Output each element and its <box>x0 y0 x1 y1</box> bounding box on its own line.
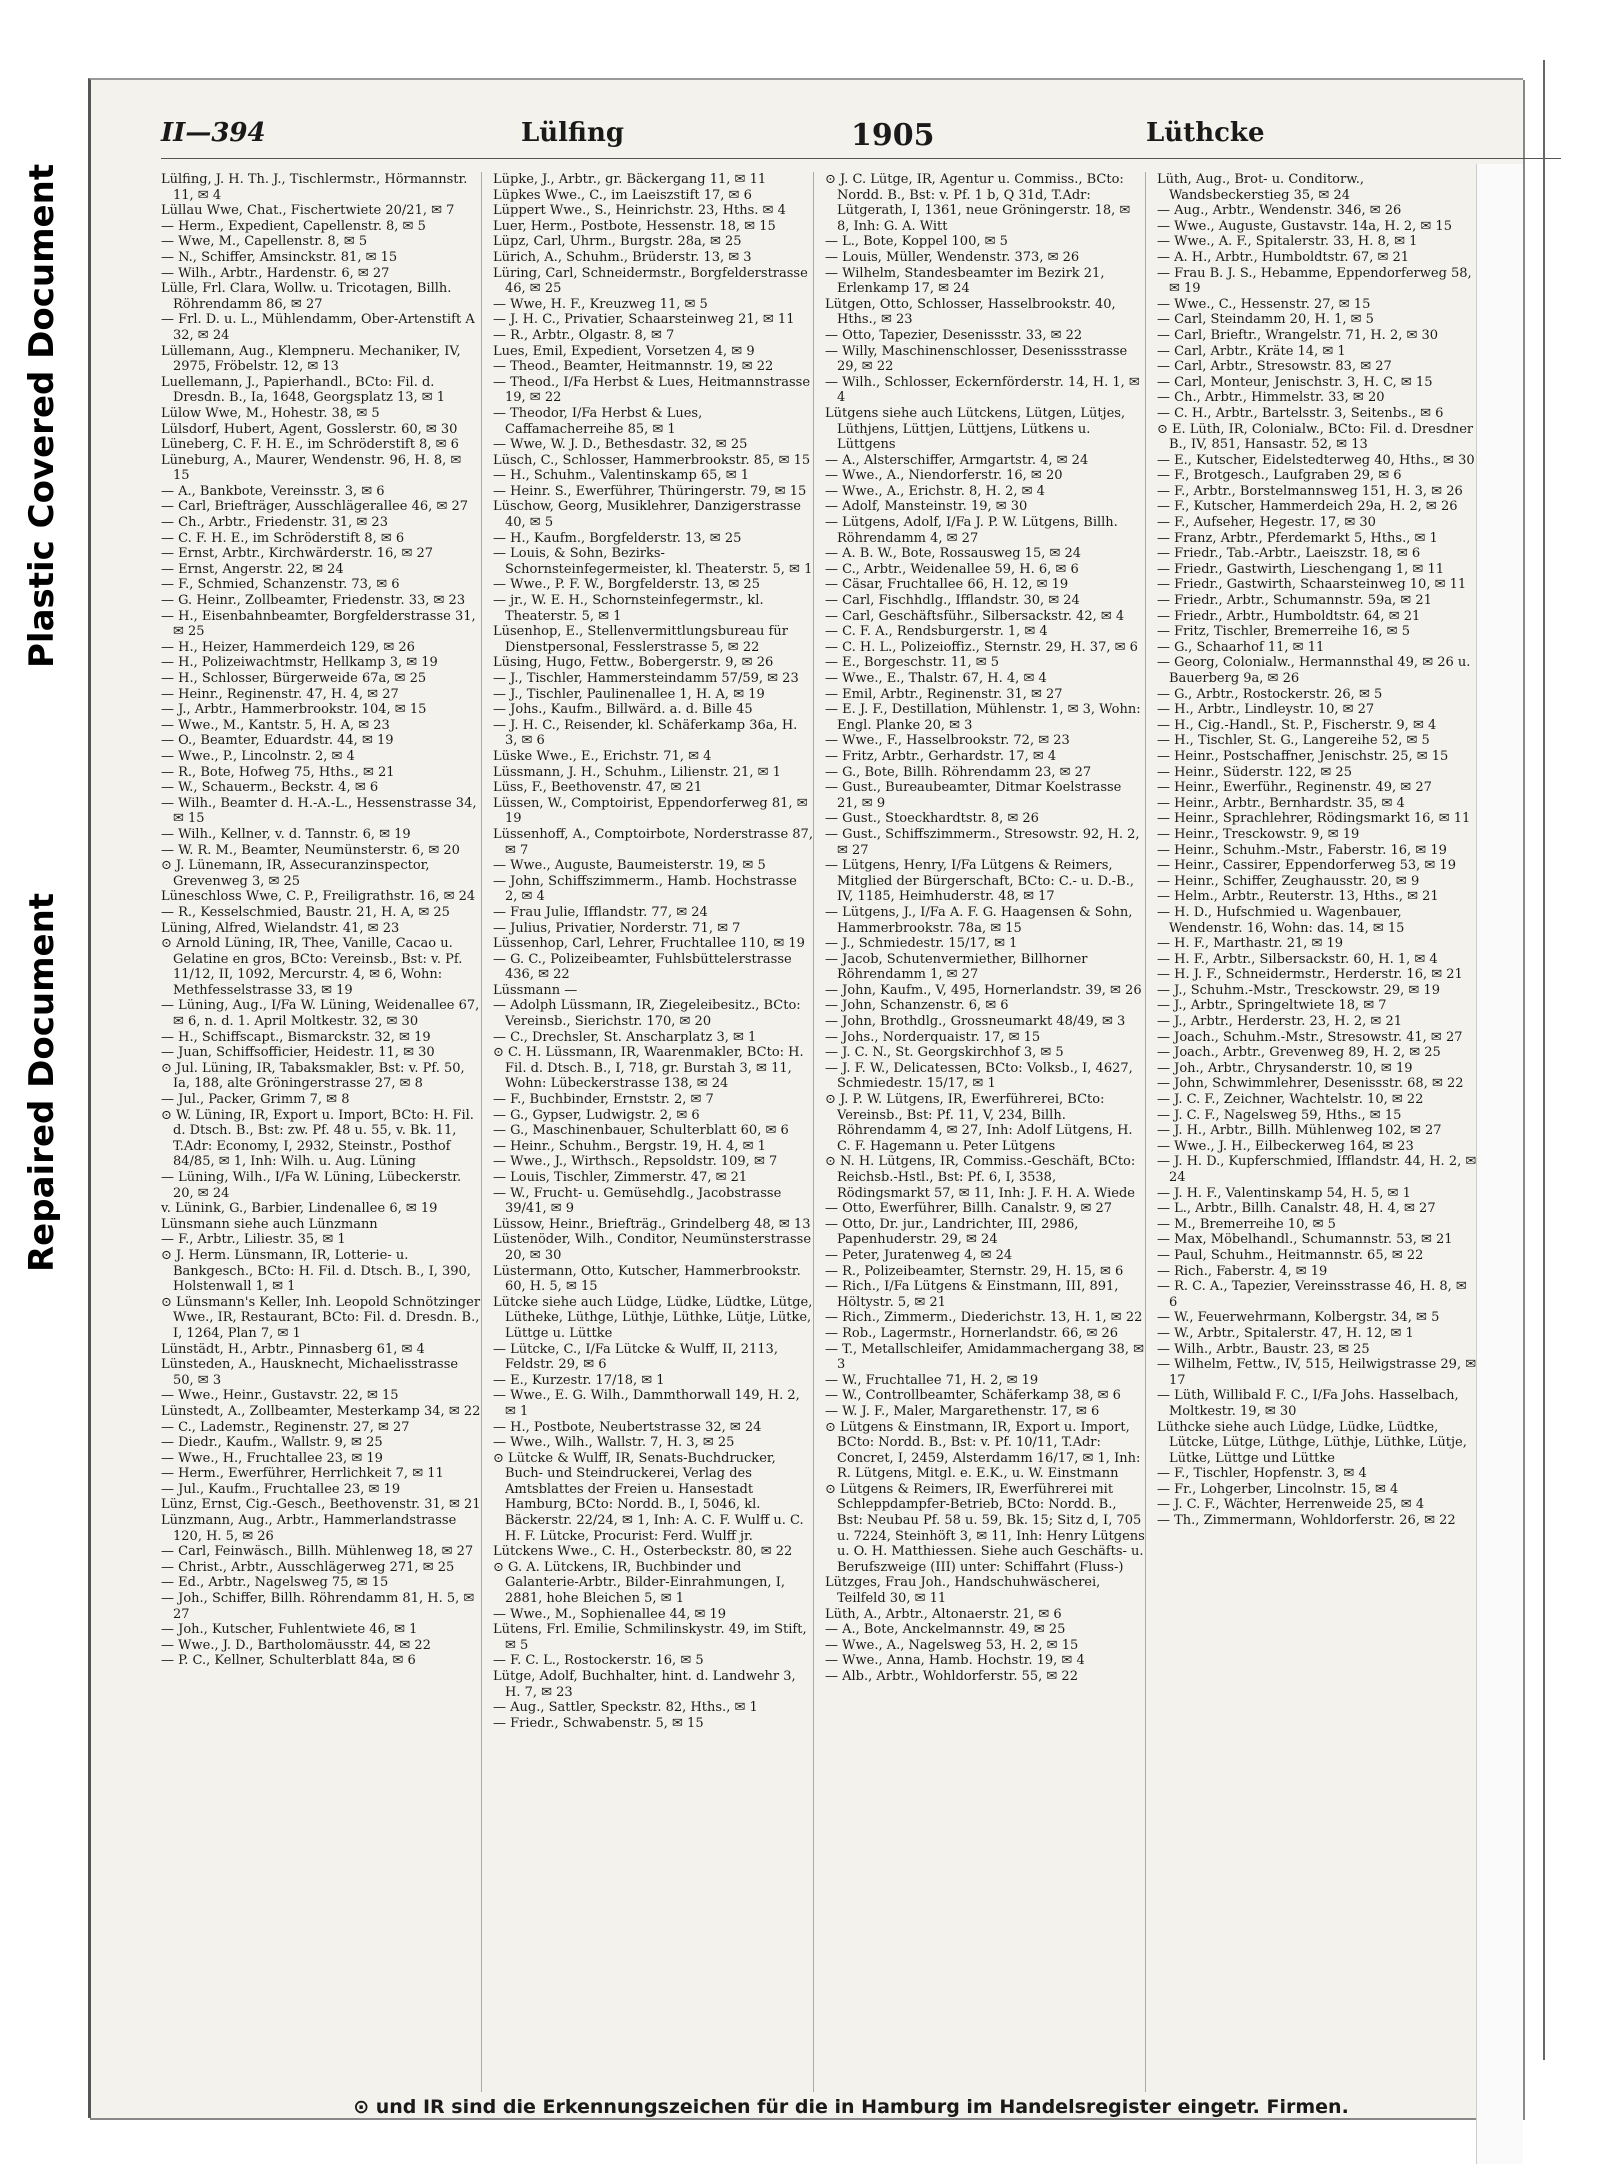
directory-entry: — Lüning, Wilh., I/Fa W. Lüning, Lübeckerstr. 20, ✉ 24 <box>161 1170 462 1201</box>
directory-entry: — Theod., Beamter, Heitmannstr. 19, ✉ 22 <box>493 359 774 375</box>
directory-entry: — J., Arbtr., Herderstr. 23, H. 2, ✉ 21 <box>1157 1014 1402 1030</box>
directory-entry: — John, Brothdlg., Grossneumarkt 48/49, ✉ 3 <box>825 1014 1126 1030</box>
directory-columns <box>161 172 1491 2092</box>
directory-entry: — Carl, Steindamm 20, H. 1, ✉ 5 <box>1157 312 1374 328</box>
directory-entry: — Friedr., Gastwirth, Schaarsteinweg 10, ✉ 11 <box>1157 577 1467 593</box>
scan-edge-line <box>1543 60 1545 2060</box>
directory-entry: ⊙ J. C. Lütge, IR, Agentur u. Commiss., BCto: Nordd. B., Bst: v. Pf. 1 b, Q 31d, T.Adr: Lütgerath, I, 1361, neue Gröningerstr. 18, ✉ 8, Inh: G. A. Witt <box>825 172 1131 234</box>
directory-entry: — Gust., Stoeckhardtstr. 8, ✉ 26 <box>825 811 1039 827</box>
directory-entry: — J. H. C., Reisender, kl. Schäferkamp 36a, H. 3, ✉ 6 <box>493 717 798 749</box>
directory-entry: — Ernst, Angerstr. 22, ✉ 24 <box>161 561 344 577</box>
directory-entry: — Wwe., E. G. Wilh., Dammthorwall 149, H. 2, ✉ 1 <box>493 1388 800 1419</box>
directory-entry: — F., Kutscher, Hammerdeich 29a, H. 2, ✉ 26 <box>1157 499 1458 515</box>
repaired-document-label: Repaired Document <box>22 892 62 1272</box>
directory-entry: — W., Feuerwehrmann, Kolbergstr. 34, ✉ 5 <box>1157 1310 1440 1326</box>
directory-entry: Lüstenöder, Wilh., Conditor, Neumünsterstrasse 20, ✉ 30 <box>493 1232 812 1263</box>
directory-entry: — L., Arbtr., Billh. Canalstr. 48, H. 4, ✉ 27 <box>1157 1201 1436 1217</box>
directory-entry: — Carl, Brieftr., Wrangelstr. 71, H. 2, ✉ 30 <box>1157 327 1439 343</box>
directory-entry: — R., Arbtr., Olgastr. 8, ✉ 7 <box>493 327 675 343</box>
directory-entry: Lüssmann — <box>493 982 578 998</box>
directory-entry: — R. C. A., Tapezier, Vereinsstrasse 46, H. 8, ✉ 6 <box>1157 1279 1467 1310</box>
page-header <box>161 112 1561 159</box>
directory-entry: — G., Bote, Billh. Röhrendamm 23, ✉ 27 <box>825 764 1092 780</box>
directory-entry: — H., Schiffscapt., Bismarckstr. 32, ✉ 19 <box>161 1029 431 1045</box>
directory-entry: — M., Bremerreihe 10, ✉ 5 <box>1157 1216 1336 1232</box>
directory-entry: Lülfing, J. H. Th. J., Tischlermstr., Hörmannstr. 11, ✉ 4 <box>161 172 468 203</box>
directory-entry: — L., Bote, Koppel 100, ✉ 5 <box>825 234 1008 250</box>
directory-entry: — E., Borgeschstr. 11, ✉ 5 <box>825 655 1000 671</box>
directory-entry: Lüpz, Carl, Uhrm., Burgstr. 28a, ✉ 25 <box>493 234 742 250</box>
directory-entry: — Lütgens, Adolf, I/Fa J. P. W. Lütgens, Billh. Röhrendamm 4, ✉ 27 <box>825 515 1118 546</box>
directory-entry: Lüllemann, Aug., Klempneru. Mechaniker, IV, 2975, Fröbelstr. 12, ✉ 13 <box>161 343 461 375</box>
directory-entry: Lüsenhop, E., Stellenvermittlungsbureau für Dienstpersonal, Fesslerstrasse 5, ✉ 22 <box>493 624 788 655</box>
directory-entry: — Wwe., P., Lincolnstr. 2, ✉ 4 <box>161 748 355 764</box>
directory-entry: Lüneberg, C. F. H. E., im Schröderstift 8, ✉ 6 <box>161 437 459 453</box>
directory-entry: — Friedr., Gastwirth, Lieschengang 1, ✉ 11 <box>1157 561 1444 577</box>
directory-entry: — C. F. A., Rendsburgerstr. 1, ✉ 4 <box>825 624 1048 640</box>
directory-entry: — Wilh., Beamter d. H.-A.-L., Hessenstrasse 34, ✉ 15 <box>161 795 477 827</box>
directory-entry: — E., Kutscher, Eidelstedterweg 40, Hths., ✉ 30 <box>1157 452 1475 468</box>
directory-entry: — Carl, Arbtr., Kräte 14, ✉ 1 <box>1157 343 1346 359</box>
directory-entry: — F., Arbtr., Borstelmannsweg 151, H. 3, ✉ 26 <box>1157 483 1463 499</box>
directory-entry: — Jacob, Schutenvermiether, Billhorner Röhrendamm 1, ✉ 27 <box>825 951 1088 983</box>
directory-entry: — Louis, Tischler, Zimmerstr. 47, ✉ 21 <box>493 1170 748 1185</box>
directory-entry: — J., Tischler, Paulinenallee 1, H. A, ✉ 19 <box>493 686 765 702</box>
directory-entry: ⊙ N. H. Lütgens, IR, Commiss.-Geschäft, BCto: Reichsb.-Hstl., Bst: Pf. 6, I, 3538, Rödingsmarkt 57, ✉ 11, Inh: J. F. H. A. Wiede <box>825 1154 1136 1201</box>
directory-entry: — H., Schlosser, Bürgerweide 67a, ✉ 25 <box>161 671 427 686</box>
directory-entry: Lüssenhoff, A., Comptoirbote, Norderstrasse 87, ✉ 7 <box>493 826 813 858</box>
directory-entry: — C., Lademstr., Reginenstr. 27, ✉ 27 <box>161 1419 410 1435</box>
directory-entry: — Heinr., Ewerführ., Reginenstr. 49, ✉ 27 <box>1157 780 1432 796</box>
directory-entry: — Wwe., J. D., Bartholomäusstr. 44, ✉ 22 <box>161 1637 431 1653</box>
directory-entry: — H. F., Marthastr. 21, ✉ 19 <box>1157 936 1344 952</box>
directory-entry: — Heinr., Schiffer, Zeughausstr. 20, ✉ 9 <box>1157 873 1420 889</box>
directory-entry: — H., Tischler, St. G., Langereihe 52, ✉ 5 <box>1157 733 1430 749</box>
directory-entry: — Ch., Arbtr., Friedenstr. 31, ✉ 23 <box>161 515 388 531</box>
directory-entry: Lüllau Wwe, Chat., Fischertwiete 20/21, ✉ 7 <box>161 203 455 219</box>
directory-entry: — R., Polizeibeamter, Sternstr. 29, H. 15, ✉ 6 <box>825 1263 1124 1279</box>
directory-entry: — W., Arbtr., Spitalerstr. 47, H. 12, ✉ 1 <box>1157 1325 1414 1341</box>
directory-entry: — Heinr., Tresckowstr. 9, ✉ 19 <box>1157 826 1360 842</box>
directory-entry: — W., Fruchtallee 71, H. 2, ✉ 19 <box>825 1372 1039 1388</box>
directory-entry: — Friedr., Arbtr., Schumannstr. 59a, ✉ 21 <box>1157 593 1432 609</box>
directory-entry: — Carl, Briefträger, Ausschlägerallee 46, ✉ 27 <box>161 499 469 515</box>
directory-entry: — Joach., Schuhm.-Mstr., Stresowstr. 41, ✉ 27 <box>1157 1029 1463 1045</box>
directory-entry: Lüstermann, Otto, Kutscher, Hammerbrookstr. 60, H. 5, ✉ 15 <box>493 1263 801 1295</box>
directory-entry: — Lüth, Willibald F. C., I/Fa Johs. Hasselbach, Moltkestr. 19, ✉ 30 <box>1157 1388 1459 1419</box>
directory-entry: — Louis, Müller, Wendenstr. 373, ✉ 26 <box>825 249 1080 265</box>
directory-entry: — R., Kesselschmied, Baustr. 21, H. A, ✉ 25 <box>161 904 450 920</box>
directory-entry: Lüring, Carl, Schneidermstr., Borgfelderstrasse 46, ✉ 25 <box>493 265 808 297</box>
directory-entry: — Helm., Arbtr., Reuterstr. 13, Hths., ✉ 21 <box>1157 889 1439 905</box>
directory-entry: — Lütcke, C., I/Fa Lütcke & Wulff, II, 2113, Feldstr. 29, ✉ 6 <box>493 1341 778 1373</box>
directory-entry: — G., Arbtr., Rostockerstr. 26, ✉ 5 <box>1157 686 1383 702</box>
directory-entry: — Wwe., F., Hasselbrookstr. 72, ✉ 23 <box>825 733 1070 749</box>
directory-entry: — J., Schmiedestr. 15/17, ✉ 1 <box>825 936 1018 952</box>
directory-entry: — J., Tischler, Hammersteindamm 57/59, ✉ 23 <box>493 671 799 686</box>
directory-entry: Lüneschloss Wwe, C. P., Freiligrathstr. 16, ✉ 24 <box>161 889 476 905</box>
directory-entry: — Herm., Expedient, Capellenstr. 8, ✉ 5 <box>161 218 426 234</box>
directory-entry: — Heinr. S., Ewerführer, Thüringerstr. 79, ✉ 15 <box>493 483 807 499</box>
directory-entry: — Otto, Ewerführer, Billh. Canalstr. 9, ✉ 27 <box>825 1201 1113 1217</box>
directory-entry: — H., Heizer, Hammerdeich 129, ✉ 26 <box>161 639 415 655</box>
directory-entry: — F., Brotgesch., Laufgraben 29, ✉ 6 <box>1157 468 1402 484</box>
directory-entry: — Wwe, W. J. D., Bethesdastr. 32, ✉ 25 <box>493 437 748 453</box>
directory-entry: Lünstädt, H., Arbtr., Pinnasberg 61, ✉ 4 <box>161 1341 425 1357</box>
directory-entry: — Herm., Ewerführer, Herrlichkeit 7, ✉ 11 <box>161 1466 444 1482</box>
plastic-covered-label: Plastic Covered Document <box>22 163 62 668</box>
directory-entry: — E., Kurzestr. 17/18, ✉ 1 <box>493 1372 665 1388</box>
header-year: 1905 <box>851 118 935 153</box>
directory-entry: — Peter, Juratenweg 4, ✉ 24 <box>825 1247 1013 1263</box>
directory-entry: Lüthcke siehe auch Lüdge, Lüdke, Lüdtke, Lütcke, Lütge, Lüthge, Lüthje, Lüthke, Lütje, Lütke, Lüttge und Lüttke <box>1157 1419 1467 1466</box>
directory-entry: — Julius, Privatier, Norderstr. 71, ✉ 7 <box>493 920 741 936</box>
directory-entry: ⊙ Lütcke & Wulff, IR, Senats-Buchdrucker, Buch- und Steindruckerei, Verlag des Amtsblattes der Freien u. Hansestadt Hamburg, BCto: Nordd. B., I, 5046, kl. Bäckerstr. 22/24, ✉ 1, Inh: A. C. F. Wulff u. C. H. F. Lütcke, Procurist: Ferd. Wulff jr. <box>493 1450 804 1544</box>
directory-entry: — A., Alsterschiffer, Armgartstr. 4, ✉ 24 <box>825 452 1089 468</box>
directory-entry: Lüpke, J., Arbtr., gr. Bäckergang 11, ✉ 11 <box>493 172 767 187</box>
directory-entry: — Wwe., A., Niendorferstr. 16, ✉ 20 <box>825 468 1063 484</box>
directory-entry: — Heinr., Süderstr. 122, ✉ 25 <box>1157 764 1352 780</box>
directory-entry: Lürich, A., Schuhm., Brüderstr. 13, ✉ 3 <box>493 249 752 265</box>
directory-entry: — W., Controllbeamter, Schäferkamp 38, ✉ 6 <box>825 1388 1121 1404</box>
directory-entry: — Frau B. J. S., Hebamme, Eppendorferweg 58, ✉ 19 <box>1157 265 1472 297</box>
directory-entry: — Gust., Schiffszimmerm., Stresowstr. 92, H. 2, ✉ 27 <box>825 826 1140 858</box>
directory-entry: Lüssow, Heinr., Briefträg., Grindelberg 48, ✉ 13 <box>493 1216 811 1232</box>
directory-entry: — Wwe., Anna, Hamb. Hochstr. 19, ✉ 4 <box>825 1653 1085 1669</box>
directory-entry: — jr., W. E. H., Schornsteinfegermstr., kl. Theaterstr. 5, ✉ 1 <box>493 593 764 624</box>
directory-entry: — W., Schauerm., Beckstr. 4, ✉ 6 <box>161 780 379 796</box>
directory-entry: ⊙ J. Herm. Lünsmann, IR, Lotterie- u. Bankgesch., BCto: H. Fil. d. Dtsch. B., I, 390, Holstenwall 1, ✉ 1 <box>161 1247 471 1295</box>
directory-entry: — Carl, Arbtr., Stresowstr. 83, ✉ 27 <box>1157 359 1392 375</box>
column-1 <box>161 172 482 2092</box>
directory-entry: — Adolf, Mansteinstr. 19, ✉ 30 <box>825 499 1028 515</box>
directory-entry: — Jul., Kaufm., Fruchtallee 23, ✉ 19 <box>161 1481 401 1497</box>
directory-entry: — Heinr., Sprachlehrer, Rödingsmarkt 16, ✉ 11 <box>1157 811 1471 827</box>
directory-entry: — G., Schaarhof 11, ✉ 11 <box>1157 639 1325 655</box>
directory-entry: — Heinr., Cassirer, Eppendorferweg 53, ✉ 19 <box>1157 858 1456 874</box>
directory-entry: — N., Schiffer, Amsinckstr. 81, ✉ 15 <box>161 249 398 265</box>
directory-entry: Lüning, Alfred, Wielandstr. 41, ✉ 23 <box>161 920 400 936</box>
directory-entry: Lülow Wwe, M., Hohestr. 38, ✉ 5 <box>161 405 380 421</box>
directory-entry: — H., Arbtr., Lindleystr. 10, ✉ 27 <box>1157 702 1375 718</box>
directory-entry: ⊙ G. A. Lütckens, IR, Buchbinder und Galanterie-Arbtr., Bilder-Einrahmungen, I, 2881, hohe Bleichen 5, ✉ 1 <box>493 1559 785 1607</box>
directory-entry: — F., Buchbinder, Ernststr. 2, ✉ 7 <box>493 1092 714 1108</box>
directory-entry: — Paul, Schuhm., Heitmannstr. 65, ✉ 22 <box>1157 1247 1424 1263</box>
directory-entry: — Jul., Packer, Grimm 7, ✉ 8 <box>161 1092 350 1108</box>
directory-entry: — Wwe., J. H., Eilbeckerweg 164, ✉ 23 <box>1157 1138 1414 1154</box>
directory-entry: — P. C., Kellner, Schulterblatt 84a, ✉ 6 <box>161 1653 416 1669</box>
column-4 <box>1157 172 1477 2092</box>
directory-entry: Lüssmann, J. H., Schuhm., Lilienstr. 21, ✉ 1 <box>493 764 781 780</box>
directory-entry: — J. F. W., Delicatessen, BCto: Volksb., I, 4627, Schmiedestr. 15/17, ✉ 1 <box>825 1060 1133 1092</box>
directory-entry: — Lütgens, Henry, I/Fa Lütgens & Reimers, Mitglied der Bürgerschaft, BCto: C.- u. D.-B., IV, 1185, Heimhuderstr. 48, ✉ 17 <box>825 858 1134 905</box>
directory-entry: ⊙ J. P. W. Lütgens, IR, Ewerführerei, BCto: Vereinsb., Bst: Pf. 11, V, 234, Billh. Röhrendamm 4, ✉ 27, Inh: Adolf Lütgens, H. C. F. Hagemann u. Peter Lütgens <box>825 1092 1133 1154</box>
directory-entry: — Wwe., P. F. W., Borgfelderstr. 13, ✉ 25 <box>493 577 760 593</box>
directory-entry: Lüssen, W., Comptoirist, Eppendorferweg 81, ✉ 19 <box>493 795 808 827</box>
directory-entry: — Willy, Maschinenschlosser, Desenissstrasse 29, ✉ 22 <box>825 343 1128 375</box>
directory-entry: — Carl, Monteur, Jenischstr. 3, H. C, ✉ 15 <box>1157 374 1433 390</box>
directory-entry: ⊙ W. Lüning, IR, Export u. Import, BCto: H. Fil. d. Dtsch. B., Bst: zw. Pf. 48 u. 55, v. Bk. 11, T.Adr: Economy, I, 2932, Steinstr., Posthof 84/85, ✉ 1, Inh: Wilh. u. Aug. Lüning <box>161 1107 474 1170</box>
directory-entry: — Wilh., Arbtr., Hardenstr. 6, ✉ 27 <box>161 265 390 281</box>
directory-entry: — A. B. W., Bote, Rossausweg 15, ✉ 24 <box>825 546 1082 562</box>
directory-entry: — Georg, Colonialw., Hermannsthal 49, ✉ 26 u. Bauerberg 9a, ✉ 26 <box>1157 655 1471 686</box>
directory-entry: — J. H. D., Kupferschmied, Ifflandstr. 44, H. 2, ✉ 24 <box>1157 1154 1477 1185</box>
directory-entry: Lünsmann siehe auch Lünzmann <box>161 1216 378 1232</box>
directory-entry: — G. C., Polizeibeamter, Fuhlsbüttelerstrasse 436, ✉ 22 <box>493 951 792 983</box>
directory-entry: — Wwe., Wilh., Wallstr. 7, H. 3, ✉ 25 <box>493 1435 735 1451</box>
directory-entry: — Johs., Kaufm., Billwärd. a. d. Bille 45 <box>493 702 753 718</box>
directory-entry: — Aug., Sattler, Speckstr. 82, Hths., ✉ 1 <box>493 1700 758 1716</box>
directory-entry: ⊙ Jul. Lüning, IR, Tabaksmakler, Bst: v. Pf. 50, Ia, 188, alte Gröningerstrasse 27, ✉ 8 <box>161 1060 465 1092</box>
directory-entry: ⊙ J. Lünemann, IR, Assecuranzinspector, Grevenweg 3, ✉ 25 <box>161 858 430 889</box>
directory-entry: — Wilh., Kellner, v. d. Tannstr. 6, ✉ 19 <box>161 826 411 842</box>
column-2 <box>493 172 814 2092</box>
directory-entry: — T., Metallschleifer, Amidammachergang 38, ✉ 3 <box>825 1341 1144 1373</box>
directory-entry: Lüssenhop, Carl, Lehrer, Fruchtallee 110, ✉ 19 <box>493 936 805 952</box>
directory-entry: — G., Gypser, Ludwigstr. 2, ✉ 6 <box>493 1107 700 1123</box>
directory-entry: Lüth, Aug., Brot- u. Conditorw., Wandsbeckerstieg 35, ✉ 24 <box>1157 172 1365 203</box>
directory-entry: — H., Postbote, Neubertstrasse 32, ✉ 24 <box>493 1419 762 1435</box>
directory-entry: — Alb., Arbtr., Wohldorferstr. 55, ✉ 22 <box>825 1669 1078 1684</box>
directory-entry: — H., Polizeiwachtmstr, Hellkamp 3, ✉ 19 <box>161 655 438 671</box>
directory-entry: — J., Arbtr., Springeltwiete 18, ✉ 7 <box>1157 998 1387 1014</box>
directory-entry: Lüppert Wwe., S., Heinrichstr. 23, Hths. ✉ 4 <box>493 203 786 219</box>
directory-entry: — A., Bankbote, Vereinsstr. 3, ✉ 6 <box>161 483 385 499</box>
directory-entry: — G. Heinr., Zollbeamter, Friedenstr. 33, ✉ 23 <box>161 593 466 609</box>
directory-entry: — Lüning, Aug., I/Fa W. Lüning, Weidenallee 67, ✉ 6, n. d. 1. April Moltkestr. 32, ✉ 30 <box>161 998 480 1030</box>
directory-entry: Lüss, F., Beethovenstr. 47, ✉ 21 <box>493 780 703 796</box>
directory-entry: — Ch., Arbtr., Himmelstr. 33, ✉ 20 <box>1157 390 1385 406</box>
directory-entry: Lützges, Frau Joh., Handschuhwäscherei, Teilfeld 30, ✉ 11 <box>825 1575 1101 1607</box>
directory-entry: Luer, Herm., Postbote, Hessenstr. 18, ✉ 15 <box>493 218 776 234</box>
directory-entry: — Wwe, M., Capellenstr. 8, ✉ 5 <box>161 234 368 250</box>
directory-entry: — Wwe., E., Thalstr. 67, H. 4, ✉ 4 <box>825 671 1047 686</box>
directory-entry: — F., Aufseher, Hegestr. 17, ✉ 30 <box>1157 515 1376 531</box>
directory-entry: — C., Drechsler, St. Anscharplatz 3, ✉ 1 <box>493 1029 757 1045</box>
directory-entry: — Friedr., Schwabenstr. 5, ✉ 15 <box>493 1715 704 1731</box>
directory-entry: — Theod., I/Fa Herbst & Lues, Heitmannstrasse 19, ✉ 22 <box>493 374 811 406</box>
directory-entry: — Lütgens, J., I/Fa A. F. G. Haagensen & Sohn, Hammerbrookstr. 78a, ✉ 15 <box>825 904 1133 936</box>
page-number: II—394 <box>161 118 266 148</box>
directory-entry: — Wilh., Arbtr., Baustr. 23, ✉ 25 <box>1157 1341 1370 1357</box>
directory-entry: — C. F. H. E., im Schröderstift 8, ✉ 6 <box>161 530 405 546</box>
directory-entry: v. Lünink, G., Barbier, Lindenallee 6, ✉ 19 <box>161 1201 438 1217</box>
directory-entry: Lüschow, Georg, Musiklehrer, Danzigerstrasse 40, ✉ 5 <box>493 499 801 531</box>
directory-entry: — Louis, & Sohn, Bezirks-Schornsteinfegermeister, kl. Theaterstr. 5, ✉ 1 <box>493 546 813 577</box>
directory-entry: — Carl, Fischhdlg., Ifflandstr. 30, ✉ 24 <box>825 593 1080 609</box>
directory-entry: — A. H., Arbtr., Humboldtstr. 67, ✉ 21 <box>1157 249 1410 265</box>
directory-entry: Lüske Wwe., E., Erichstr. 71, ✉ 4 <box>493 748 712 764</box>
directory-entry: Lütens, Frl. Emilie, Schmilinskystr. 49, im Stift, ✉ 5 <box>493 1622 807 1653</box>
directory-entry: — Fritz, Tischler, Bremerreihe 16, ✉ 5 <box>1157 624 1410 640</box>
directory-entry: — H., Cig.-Handl., St. P., Fischerstr. 9, ✉ 4 <box>1157 717 1437 733</box>
directory-entry: — Wwe., Auguste, Baumeisterstr. 19, ✉ 5 <box>493 858 766 874</box>
directory-entry: — F., Tischler, Hopfenstr. 3, ✉ 4 <box>1157 1466 1367 1482</box>
directory-entry: — Wwe., A., Nagelsweg 53, H. 2, ✉ 15 <box>825 1637 1079 1653</box>
directory-entry: — F., Schmied, Schanzenstr. 73, ✉ 6 <box>161 577 400 593</box>
directory-entry: — J. C. F., Nagelsweg 59, Hths., ✉ 15 <box>1157 1107 1402 1123</box>
directory-entry: Lütgens siehe auch Lütckens, Lütgen, Lütjes, Lüthjens, Lüttjen, Lüttjens, Lütkens u. Lüttgens <box>825 405 1126 453</box>
directory-entry: — Wwe., Auguste, Gustavstr. 14a, H. 2, ✉ 15 <box>1157 218 1452 234</box>
directory-entry: — Fritz, Arbtr., Gerhardstr. 17, ✉ 4 <box>825 748 1057 764</box>
directory-entry: ⊙ E. Lüth, IR, Colonialw., BCto: Fil. d. Dresdner B., IV, 851, Hansastr. 52, ✉ 13 <box>1157 421 1474 453</box>
directory-entry: Lüth, A., Arbtr., Altonaerstr. 21, ✉ 6 <box>825 1606 1062 1622</box>
directory-entry: — Heinr., Schuhm.-Mstr., Faberstr. 16, ✉ 19 <box>1157 842 1447 858</box>
directory-entry: — O., Beamter, Eduardstr. 44, ✉ 19 <box>161 733 394 749</box>
directory-entry: — J. H., Arbtr., Billh. Mühlenweg 102, ✉ 27 <box>1157 1123 1442 1139</box>
directory-entry: — Wwe, H. F., Kreuzweg 11, ✉ 5 <box>493 296 708 312</box>
directory-entry: ⊙ Lünsmann's Keller, Inh. Leopold Schnötzinger Wwe., IR, Restaurant, BCto: Fil. d. Dresdn. B., I, 1264, Plan 7, ✉ 1 <box>161 1294 481 1341</box>
directory-entry: Lütcke siehe auch Lüdge, Lüdke, Lüdtke, Lütge, Lütheke, Lüthge, Lüthje, Lüthke, Lütje, Lütke, Lüttge u. Lüttke <box>493 1294 813 1341</box>
directory-entry: — Friedr., Arbtr., Humboldtstr. 64, ✉ 21 <box>1157 608 1421 624</box>
directory-entry: Lütgen, Otto, Schlosser, Hasselbrookstr. 40, Hths., ✉ 23 <box>825 296 1116 328</box>
directory-entry: — Ernst, Arbtr., Kirchwärderstr. 16, ✉ 27 <box>161 546 434 562</box>
directory-entry: — Juan, Schiffsofficier, Heidestr. 11, ✉ 30 <box>161 1045 435 1061</box>
directory-entry: — W. J. F., Maler, Margarethenstr. 17, ✉ 6 <box>825 1403 1100 1419</box>
scanned-page <box>88 78 1523 2118</box>
directory-entry: — J. C. F., Zeichner, Wachtelstr. 10, ✉ 22 <box>1157 1092 1424 1108</box>
directory-entry: — J. H. C., Privatier, Schaarsteinweg 21, ✉ 11 <box>493 312 795 328</box>
directory-entry: — John, Schiffszimmerm., Hamb. Hochstrasse 2, ✉ 4 <box>493 873 797 905</box>
directory-entry: Lüsch, C., Schlosser, Hammerbrookstr. 85, ✉ 15 <box>493 452 811 468</box>
directory-entry: — H., Schuhm., Valentinskamp 65, ✉ 1 <box>493 468 750 484</box>
directory-entry: — J. C. F., Wächter, Herrenweide 25, ✉ 4 <box>1157 1497 1425 1513</box>
directory-entry: Lütge, Adolf, Buchhalter, hint. d. Landwehr 3, H. 7, ✉ 23 <box>493 1669 796 1700</box>
directory-entry: — C., Arbtr., Weidenallee 59, H. 6, ✉ 6 <box>825 561 1079 577</box>
directory-entry: — Wwe., M., Sophienallee 44, ✉ 19 <box>493 1606 727 1622</box>
directory-entry: — Wwe., Heinr., Gustavstr. 22, ✉ 15 <box>161 1388 399 1404</box>
directory-entry: Lünz, Ernst, Cig.-Gesch., Beethovenstr. 31, ✉ 21 <box>161 1497 481 1513</box>
page-footer: ⊙ und IR sind die Erkennungszeichen für die in Hamburg im Handelsregister eingetr. Firmen. <box>353 2096 1349 2118</box>
directory-entry: — Rich., I/Fa Lütgens & Einstmann, III, 891, Höltystr. 5, ✉ 21 <box>825 1279 1119 1310</box>
directory-entry: — Fr., Lohgerber, Lincolnstr. 15, ✉ 4 <box>1157 1481 1399 1497</box>
directory-entry: — H., Kaufm., Borgfelderstr. 13, ✉ 25 <box>493 530 742 546</box>
directory-entry: — Heinr., Reginenstr. 47, H. 4, ✉ 27 <box>161 686 399 702</box>
directory-entry: Lüpkes Wwe., C., im Laeiszstift 17, ✉ 6 <box>493 187 752 203</box>
directory-entry: — F., Arbtr., Liliestr. 35, ✉ 1 <box>161 1232 346 1248</box>
directory-entry: Lülsdorf, Hubert, Agent, Gosslerstr. 60, ✉ 30 <box>161 421 458 437</box>
directory-entry: — Heinr., Postschaffner, Jenischstr. 25, ✉ 15 <box>1157 748 1449 764</box>
directory-entry: — Rich., Faberstr. 4, ✉ 19 <box>1157 1263 1328 1279</box>
directory-entry: — Cäsar, Fruchtallee 66, H. 12, ✉ 19 <box>825 577 1069 593</box>
column-3 <box>825 172 1146 2092</box>
directory-entry: Lütckens Wwe., C. H., Osterbeckstr. 80, ✉ 22 <box>493 1544 793 1560</box>
directory-entry: — Otto, Tapezier, Desenissstr. 33, ✉ 22 <box>825 327 1083 343</box>
directory-entry: — H. D., Hufschmied u. Wagenbauer, Wendenstr. 16, Wohn: das. 14, ✉ 15 <box>1157 904 1405 936</box>
directory-entry: — G., Maschinenbauer, Schulterblatt 60, ✉ 6 <box>493 1123 789 1139</box>
directory-entry: — C. H., Arbtr., Bartelsstr. 3, Seitenbs., ✉ 6 <box>1157 405 1444 421</box>
directory-entry: — Wwe., H., Fruchtallee 23, ✉ 19 <box>161 1450 383 1466</box>
directory-entry: — Adolph Lüssmann, IR, Ziegeleibesitz., BCto: Vereinsb., Sierichstr. 170, ✉ 20 <box>493 998 801 1030</box>
directory-entry: — W. R. M., Beamter, Neumünsterstr. 6, ✉ 20 <box>161 842 460 858</box>
directory-entry: — Wwe., C., Hessenstr. 27, ✉ 15 <box>1157 296 1371 312</box>
directory-entry: — Wilh., Schlosser, Eckernförderstr. 14, H. 1, ✉ 4 <box>825 374 1140 406</box>
directory-entry: — Emil, Arbtr., Reginenstr. 31, ✉ 27 <box>825 686 1063 702</box>
directory-entry: — Joh., Schiffer, Billh. Röhrendamm 81, H. 5, ✉ 27 <box>161 1591 475 1622</box>
directory-entry: — J., Schuhm.-Mstr., Tresckowstr. 29, ✉ 19 <box>1157 982 1440 998</box>
directory-entry: — H. F., Arbtr., Silbersackstr. 60, H. 1, ✉ 4 <box>1157 951 1438 967</box>
directory-entry: ⊙ Arnold Lüning, IR, Thee, Vanille, Cacao u. Gelatine en gros, BCto: Vereinsb., Bst: v. Pf. 11/12, II, 1092, Mercurstr. 4, ✉ 6, Wohn: Methfesselstrasse 33, ✉ 19 <box>161 936 463 998</box>
directory-entry: — Frl. D. u. L., Mühlendamm, Ober-Artenstift A 32, ✉ 24 <box>161 312 475 343</box>
directory-entry: Luellemann, J., Papierhandl., BCto: Fil. d. Dresdn. B., Ia, 1648, Georgsplatz 13, ✉ 1 <box>161 374 446 406</box>
directory-entry: — Rich., Zimmerm., Diederichstr. 13, H. 1, ✉ 22 <box>825 1310 1143 1326</box>
directory-entry: — Aug., Arbtr., Wendenstr. 346, ✉ 26 <box>1157 203 1402 219</box>
directory-entry: — Rob., Lagermstr., Hornerlandstr. 66, ✉ 26 <box>825 1325 1119 1341</box>
directory-entry: — Max, Möbelhandl., Schumannstr. 53, ✉ 21 <box>1157 1232 1453 1248</box>
directory-entry: — C. H. L., Polizeioffiz., Sternstr. 29, H. 37, ✉ 6 <box>825 639 1138 655</box>
directory-entry: — E. J. F., Destillation, Mühlenstr. 1, ✉ 3, Wohn: Engl. Planke 20, ✉ 3 <box>825 702 1141 733</box>
directory-entry: — Carl, Geschäftsführ., Silbersackstr. 42, ✉ 4 <box>825 608 1125 624</box>
directory-entry: — Wwe., A., Erichstr. 8, H. 2, ✉ 4 <box>825 483 1045 499</box>
directory-entry: — Th., Zimmermann, Wohldorferstr. 26, ✉ 22 <box>1157 1513 1456 1529</box>
directory-entry: Lünsteden, A., Hausknecht, Michaelisstrasse 50, ✉ 3 <box>161 1357 459 1388</box>
directory-entry: — Theodor, I/Fa Herbst & Lues, Caffamacherreihe 85, ✉ 1 <box>493 405 703 437</box>
directory-entry: — Gust., Bureaubeamter, Ditmar Koelstrasse 21, ✉ 9 <box>825 780 1122 811</box>
directory-entry: — Frau Julie, Ifflandstr. 77, ✉ 24 <box>493 904 708 920</box>
directory-entry: — J. H. F., Valentinskamp 54, H. 5, ✉ 1 <box>1157 1185 1411 1201</box>
directory-entry: — Wwe., M., Kantstr. 5, H. A, ✉ 23 <box>161 717 390 733</box>
directory-entry: — Friedr., Tab.-Arbtr., Laeiszstr. 18, ✉ 6 <box>1157 546 1421 562</box>
directory-entry: — Wilhelm, Fettw., IV, 515, Heilwigstrasse 29, ✉ 17 <box>1157 1357 1477 1388</box>
directory-entry: Lues, Emil, Expedient, Vorsetzen 4, ✉ 9 <box>493 343 755 359</box>
directory-entry: — Wwe., A. F., Spitalerstr. 33, H. 8, ✉ 1 <box>1157 234 1418 250</box>
directory-entry: — H., Eisenbahnbeamter, Borgfelderstrasse 31, ✉ 25 <box>161 608 476 640</box>
directory-entry: Lülle, Frl. Clara, Wollw. u. Tricotagen, Billh. Röhrendamm 86, ✉ 27 <box>161 281 452 312</box>
directory-entry: ⊙ Lütgens & Einstmann, IR, Export u. Import, BCto: Nordd. B., Bst: v. Pf. 10/11, T.Adr: Concret, I, 2459, Alsterdamm 16/17, ✉ 1, Inh: R. Lütgens, Mitgl. e. E.K., u. W. Einstmann <box>825 1419 1141 1482</box>
header-last-entry: Lüthcke <box>1146 118 1265 148</box>
directory-entry: — A., Bote, Anckelmannstr. 49, ✉ 25 <box>825 1622 1066 1638</box>
directory-entry: — H. J. F., Schneidermstr., Herderstr. 16, ✉ 21 <box>1157 967 1463 983</box>
directory-entry: — Wwe., J., Wirthsch., Repsoldstr. 109, ✉ 7 <box>493 1154 778 1170</box>
directory-entry: — John, Kaufm., V, 495, Hornerlandstr. 39, ✉ 26 <box>825 982 1142 998</box>
directory-entry: Lünstedt, A., Zollbeamter, Mesterkamp 34, ✉ 22 <box>161 1403 481 1419</box>
directory-entry: — W., Frucht- u. Gemüsehdlg., Jacobstrasse 39/41, ✉ 9 <box>493 1185 782 1217</box>
directory-entry: — Johs., Norderquaistr. 17, ✉ 15 <box>825 1029 1041 1045</box>
directory-entry: — R., Bote, Hofweg 75, Hths., ✉ 21 <box>161 764 395 780</box>
directory-entry: — Ed., Arbtr., Nagelsweg 75, ✉ 15 <box>161 1575 389 1591</box>
directory-entry: — J. C. N., St. Georgskirchhof 3, ✉ 5 <box>825 1045 1064 1061</box>
directory-entry: — John, Schwimmlehrer, Desenissstr. 68, ✉ 22 <box>1157 1076 1464 1092</box>
directory-entry: Lüneburg, A., Maurer, Wendenstr. 96, H. 8, ✉ 15 <box>161 452 462 484</box>
directory-entry: — Joh., Kutscher, Fuhlentwiete 46, ✉ 1 <box>161 1622 418 1638</box>
directory-entry: — J., Arbtr., Hammerbrookstr. 104, ✉ 15 <box>161 702 427 718</box>
directory-entry: — F. C. L., Rostockerstr. 16, ✉ 5 <box>493 1653 704 1669</box>
directory-entry: — Otto, Dr. jur., Landrichter, III, 2986, Papenhuderstr. 29, ✉ 24 <box>825 1216 1079 1248</box>
directory-entry: — John, Schanzenstr. 6, ✉ 6 <box>825 998 1009 1014</box>
directory-entry: — Diedr., Kaufm., Wallstr. 9, ✉ 25 <box>161 1435 383 1451</box>
directory-entry: — Carl, Feinwäsch., Billh. Mühlenweg 18, ✉ 27 <box>161 1544 474 1560</box>
directory-entry: Lünzmann, Aug., Arbtr., Hammerlandstrasse 120, H. 5, ✉ 26 <box>161 1513 457 1544</box>
directory-entry: — Joh., Arbtr., Chrysanderstr. 10, ✉ 19 <box>1157 1060 1413 1076</box>
directory-entry: — Franz, Arbtr., Pferdemarkt 5, Hths., ✉ 1 <box>1157 530 1438 546</box>
directory-entry: — Heinr., Schuhm., Bergstr. 19, H. 4, ✉ 1 <box>493 1138 766 1154</box>
directory-entry: — Heinr., Arbtr., Bernhardstr. 35, ✉ 4 <box>1157 795 1405 811</box>
directory-entry: ⊙ Lütgens & Reimers, IR, Ewerführerei mit Schleppdampfer-Betrieb, BCto: Nordd. B., Bst: Neubau Pf. 58 u. 59, Bk. 15; Sitz d, I, 705 u. 7224, Steinhöft 3, ✉ 11, Inh: Henry Lütgens u. O. H. Matthiessen. Siehe auch Geschäfts- u. Berufszweige (III) unter: Schiffahrt (Fluss-) <box>825 1481 1145 1575</box>
directory-entry: — Christ., Arbtr., Ausschlägerweg 271, ✉ 25 <box>161 1559 455 1575</box>
directory-entry: — Joach., Arbtr., Grevenweg 89, H. 2, ✉ 25 <box>1157 1045 1441 1061</box>
header-first-entry: Lülfing <box>521 118 625 148</box>
directory-entry: Lüsing, Hugo, Fettw., Bobergerstr. 9, ✉ 26 <box>493 655 774 671</box>
directory-entry: ⊙ C. H. Lüssmann, IR, Waarenmakler, BCto: H. Fil. d. Dtsch. B., I, 718, gr. Burstah 3, ✉ 11, Wohn: Lübeckerstrasse 138, ✉ 24 <box>493 1045 804 1092</box>
directory-entry: — Wilhelm, Standesbeamter im Bezirk 21, Erlenkamp 17, ✉ 24 <box>825 265 1105 297</box>
